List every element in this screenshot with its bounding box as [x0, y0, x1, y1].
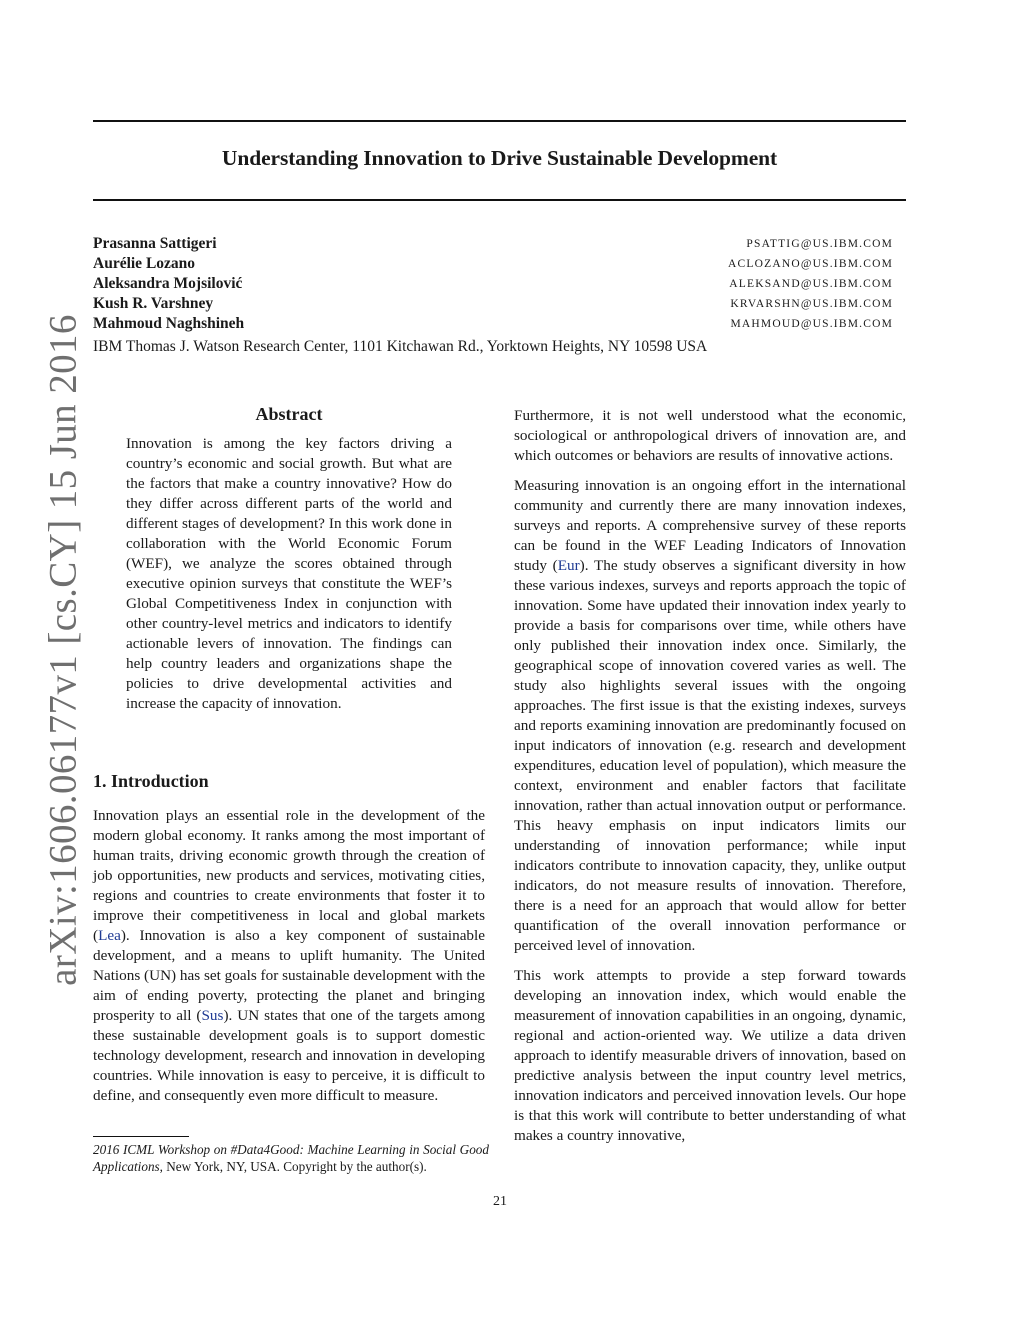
- abstract-heading: Abstract: [255, 404, 323, 424]
- author-email: MAHMOUD@US.IBM.COM: [730, 318, 893, 330]
- introduction-text: [93, 806, 485, 1106]
- author-name: Prasanna Sattigeri: [93, 235, 217, 252]
- affiliation: IBM Thomas J. Watson Research Center, 1101 Kitchawan Rd., Yorktown Heights, NY 10598 USA: [93, 338, 708, 355]
- author-name: Aurélie Lozano: [93, 255, 196, 272]
- citation-link[interactable]: Eur: [557, 557, 580, 574]
- author-email: KRVARSHN@US.IBM.COM: [730, 298, 893, 310]
- author-row: [93, 314, 893, 334]
- author-name: Kush R. Varshney: [93, 295, 214, 312]
- author-email: ALEKSAND@US.IBM.COM: [729, 278, 893, 290]
- footnote-venue: 2016 ICML Workshop on #Data4Good: Machine Learning in Social Good Applications: [93, 1142, 489, 1174]
- right-column: [514, 406, 906, 1156]
- author-email: PSATTIG@US.IBM.COM: [746, 238, 893, 250]
- text-segment: ). Innovation is also a key component of sustainable development, and a means to uplift humanity. The United Nations (UN) has set goals for sustainable development with the aim of ending poverty, protecting the planet and bringing prosperity to all (: [93, 927, 485, 1024]
- author-row: [93, 234, 893, 254]
- author-row: [93, 274, 893, 294]
- author-name: Mahmoud Naghshineh: [93, 315, 245, 332]
- paragraph: [514, 476, 906, 956]
- page-number: 21: [493, 1194, 507, 1209]
- introduction-heading: 1. Introduction: [93, 771, 209, 791]
- citation-link[interactable]: Sus: [201, 1007, 224, 1024]
- paper-title: Understanding Innovation to Drive Sustainable Development: [221, 146, 778, 170]
- title-bottom-rule: [93, 199, 906, 201]
- author-name: Aleksandra Mojsilović: [93, 275, 243, 292]
- title-top-rule: [93, 120, 906, 122]
- arxiv-stamp: arXiv:1606.06177v1 [cs.CY] 15 Jun 2016: [41, 314, 85, 986]
- abstract-text: Innovation is among the key factors driving a country’s economic and social growth. But what are the factors that make a country innovative? How do they differ across different parts of the world and different stages of development? In this work done in collaboration with the World Economic Forum (WEF), we analyze the scores obtained through executive opinion surveys that constitute the WEF’s Global Competitiveness Index in conjunction with other country-level metrics and indicators to identify actionable levers of innovation. The findings can help country leaders and organizations shape the policies to drive developmental activities and increase the capacity of innovation.: [126, 435, 452, 712]
- text-segment: Measuring innovation is an ongoing effort in the international community and currently there are many innovation indexes, surveys and reports. A comprehensive survey of these reports can be found in the WEF Leading Indicators of Innovation study (: [514, 477, 906, 574]
- citation-link[interactable]: Lea: [98, 927, 121, 944]
- author-row: [93, 254, 893, 274]
- author-row: [93, 294, 893, 314]
- footnote: [93, 1141, 489, 1175]
- paragraph: Furthermore, it is not well understood what the economic, sociological or anthropological drivers of innovation are, and which outcomes or behaviors are results of innovative actions.: [514, 407, 906, 464]
- footnote-rest: , New York, NY, USA. Copyright by the author(s).: [159, 1159, 427, 1174]
- text-segment: ). The study observes a significant diversity in how these various indexes, surveys and reports approach the topic of innovation. Some have updated their innovation index yearly to provide a basis for comparisons over time, while others have only published their innovation index once. Similarly, the geographical scope of innovation covered varies as well. The study also highlights several issues with the ongoing approaches. The first issue is that the existing indexes, surveys and reports examining innovation are predominantly focused on input indicators of innovation (e.g. research and development expenditures, education level of population), which measure the context, environment and enabler factors that facilitate innovation, rather than actual innovation output or performance. This heavy emphasis on input indicators limits our understanding of innovation performance; while input indicators contribute to innovation capacity, they, unlike output indicators, do not measure results of innovation. Therefore, there is a need for an approach that would allow for better quantification of the overall innovation performance or perceived level of innovation.: [514, 557, 906, 954]
- author-list: [93, 234, 893, 334]
- author-email: ACLOZANO@US.IBM.COM: [727, 258, 893, 270]
- footnote-rule: [93, 1136, 189, 1137]
- text-segment: ). UN states that one of the targets among these sustainable development goals is to support domestic technology development, research and innovation in developing countries. While innovation is easy to perceive, it is difficult to define, and consequently even more difficult to measure.: [93, 1007, 486, 1104]
- paragraph: This work attempts to provide a step forward towards developing an innovation index, which would enable the measurement of innovation capabilities in an ongoing, dynamic, regional and action-oriented way. We utilize a data driven approach to identify measurable drivers of innovation, based on predictive analysis between the input country level metrics, innovation indicators and perceived innovation levels. Our hope is that this work will contribute to better understanding of what makes a country innovative,: [514, 967, 906, 1144]
- text-segment: Innovation plays an essential role in the development of the modern global economy. It ranks among the most important of human traits, driving economic growth through the creation of job opportunities, new products and services, motivating cities, regions and countries to create environments that foster it to improve their competitiveness in local and global markets (: [93, 807, 485, 944]
